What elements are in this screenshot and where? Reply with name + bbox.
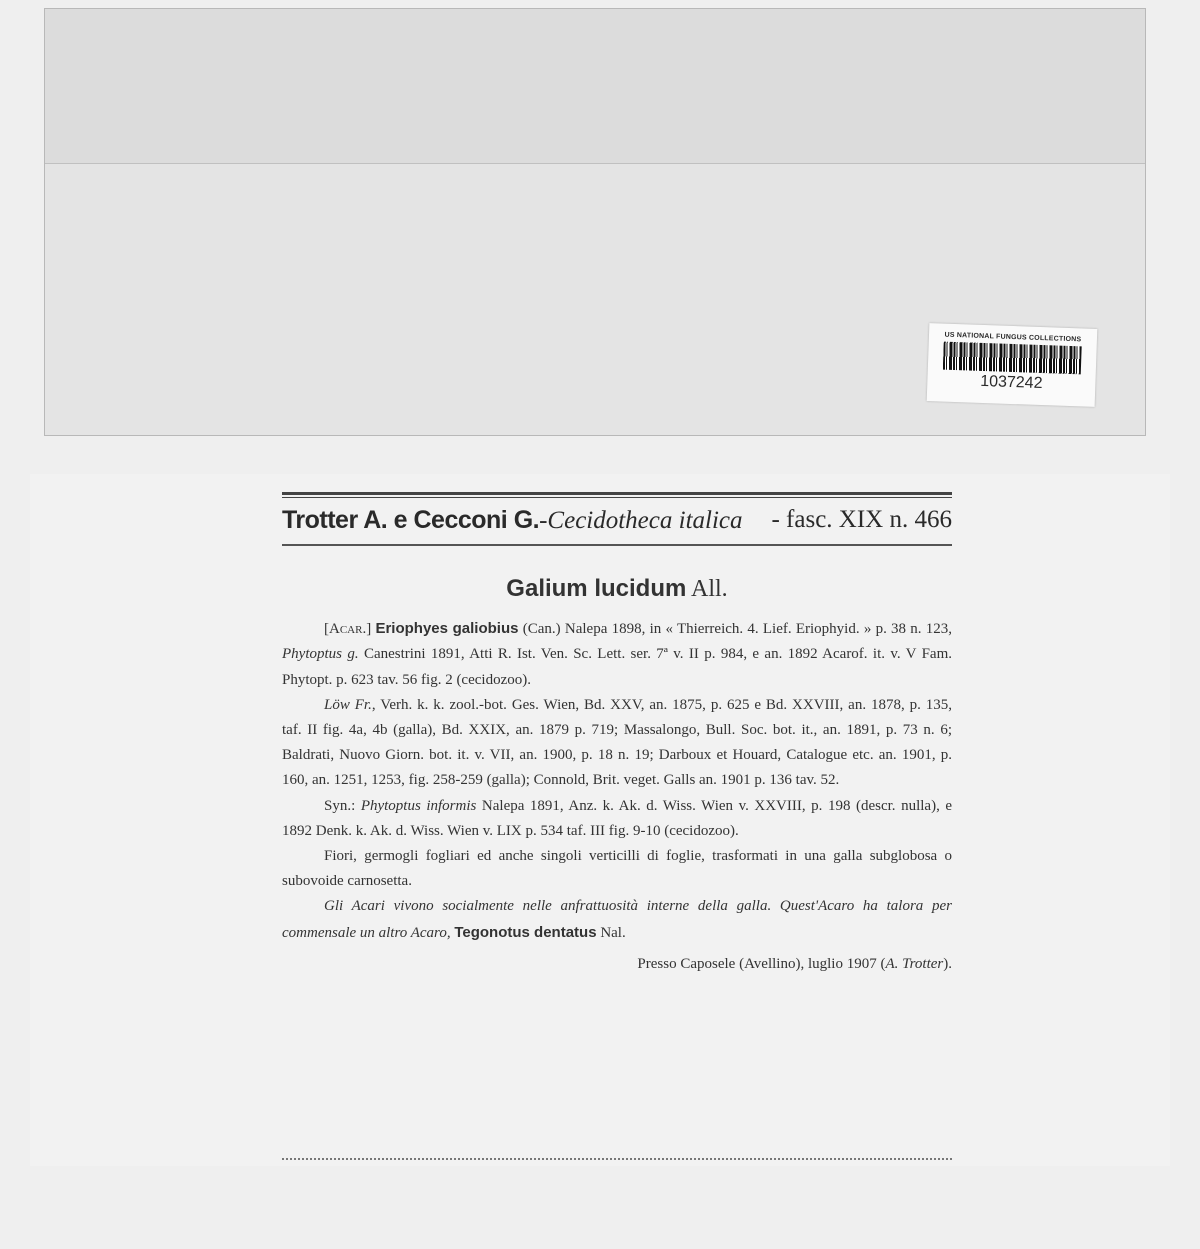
envelope-flap [45,9,1145,164]
commensal-name: Tegonotus dentatus [454,923,597,941]
text-segment: ). [943,955,952,972]
species-name: Galium lucidum [506,575,687,602]
locality-line [282,952,952,977]
paragraph-description: Fiori, germogli fogliari ed anche singoli verticilli di foglie, trasformati in una galla subglobosa o subovoide carnosetta. [282,848,952,890]
header-fasc: - fasc. XIX n. 466 [771,506,952,533]
text-segment: , Verh. k. k. zool.-bot. Ges. Wien, Bd. XXV, an. 1875, p. 625 e Bd. XXVIII, an. 1878, p. 135, taf. II fig. 4a, 4b (galla), Bd. XXIX, an. 1879 p. 719; Massalongo, Bull. Soc. bot. it., an. 1891, p. 73 n. 6; Baldrati, Nuovo Giorn. bot. it. v. VII, an. 1900, p. 18 n. 19; Darboux et Houard, Catalogue etc. an. 1901, p. 160, an. 1251, 1253, fig. 258-259 (galla); Connold, Brit. veget. Galls an. 1901 p. 136 tav. 52. [282,696,952,789]
text-segment: Canestrini 1891, Atti R. Ist. Ven. Sc. Lett. ser. 7ª v. II p. 984, e an. 1892 Acarof. it. v. V Fam. Phytopt. p. 623 tav. 56 fig. 2 (cecidozoo). [282,646,952,688]
synonym-name: Phytoptus g. [282,646,359,663]
bottom-rule [282,1158,952,1160]
text-segment: (Can.) Nalepa 1898, in « Thierreich. 4. Lief. Eriophyid. » p. 38 n. 123, [522,621,953,638]
author-name: Löw Fr. [324,696,372,713]
label-header [282,498,952,544]
locality-text: Presso Caposele (Avellino), luglio 1907 ( [637,955,886,972]
header-rule [282,544,952,546]
barcode-header: US NATIONAL FUNGUS COLLECTIONS [944,331,1082,344]
barcode-number: 1037242 [979,372,1043,393]
syn-tag: Syn.: [324,797,356,814]
header-series: Cecidotheca italica [547,507,743,534]
paragraph-cecidozoo [282,616,952,693]
synonym-name: Phytoptus informis [360,797,477,814]
barcode-label [927,323,1098,407]
collector-name: A. Trotter [885,955,944,972]
text-segment: Nal. [600,924,626,941]
genus-name: Eriophyes galiobius [375,620,519,638]
paragraph-notes [282,894,952,945]
header-authors: Trotter A. e Cecconi G. [282,506,540,534]
printed-label [282,492,952,977]
paragraph-references [282,693,952,794]
paragraph-synonym [282,794,952,844]
species-title [282,576,952,602]
acar-tag: [Acar.] [324,621,372,638]
text-segment: Gli Acari vivono socialmente nelle anfrattuosità interne della galla. Quest'Acaro ha talora per commensale un altro Acaro, [282,898,952,941]
species-author: All. [691,576,728,602]
header-dash: - [539,507,548,534]
text-segment: Nalepa 1891, Anz. k. Ak. d. Wiss. Wien v. XXVIII, p. 198 (descr. nulla), e 1892 Denk. k. Ak. d. Wiss. Wien v. LIX p. 534 taf. III fig. 9-10 (cecidozoo). [282,797,953,839]
barcode-bars [943,342,1082,375]
